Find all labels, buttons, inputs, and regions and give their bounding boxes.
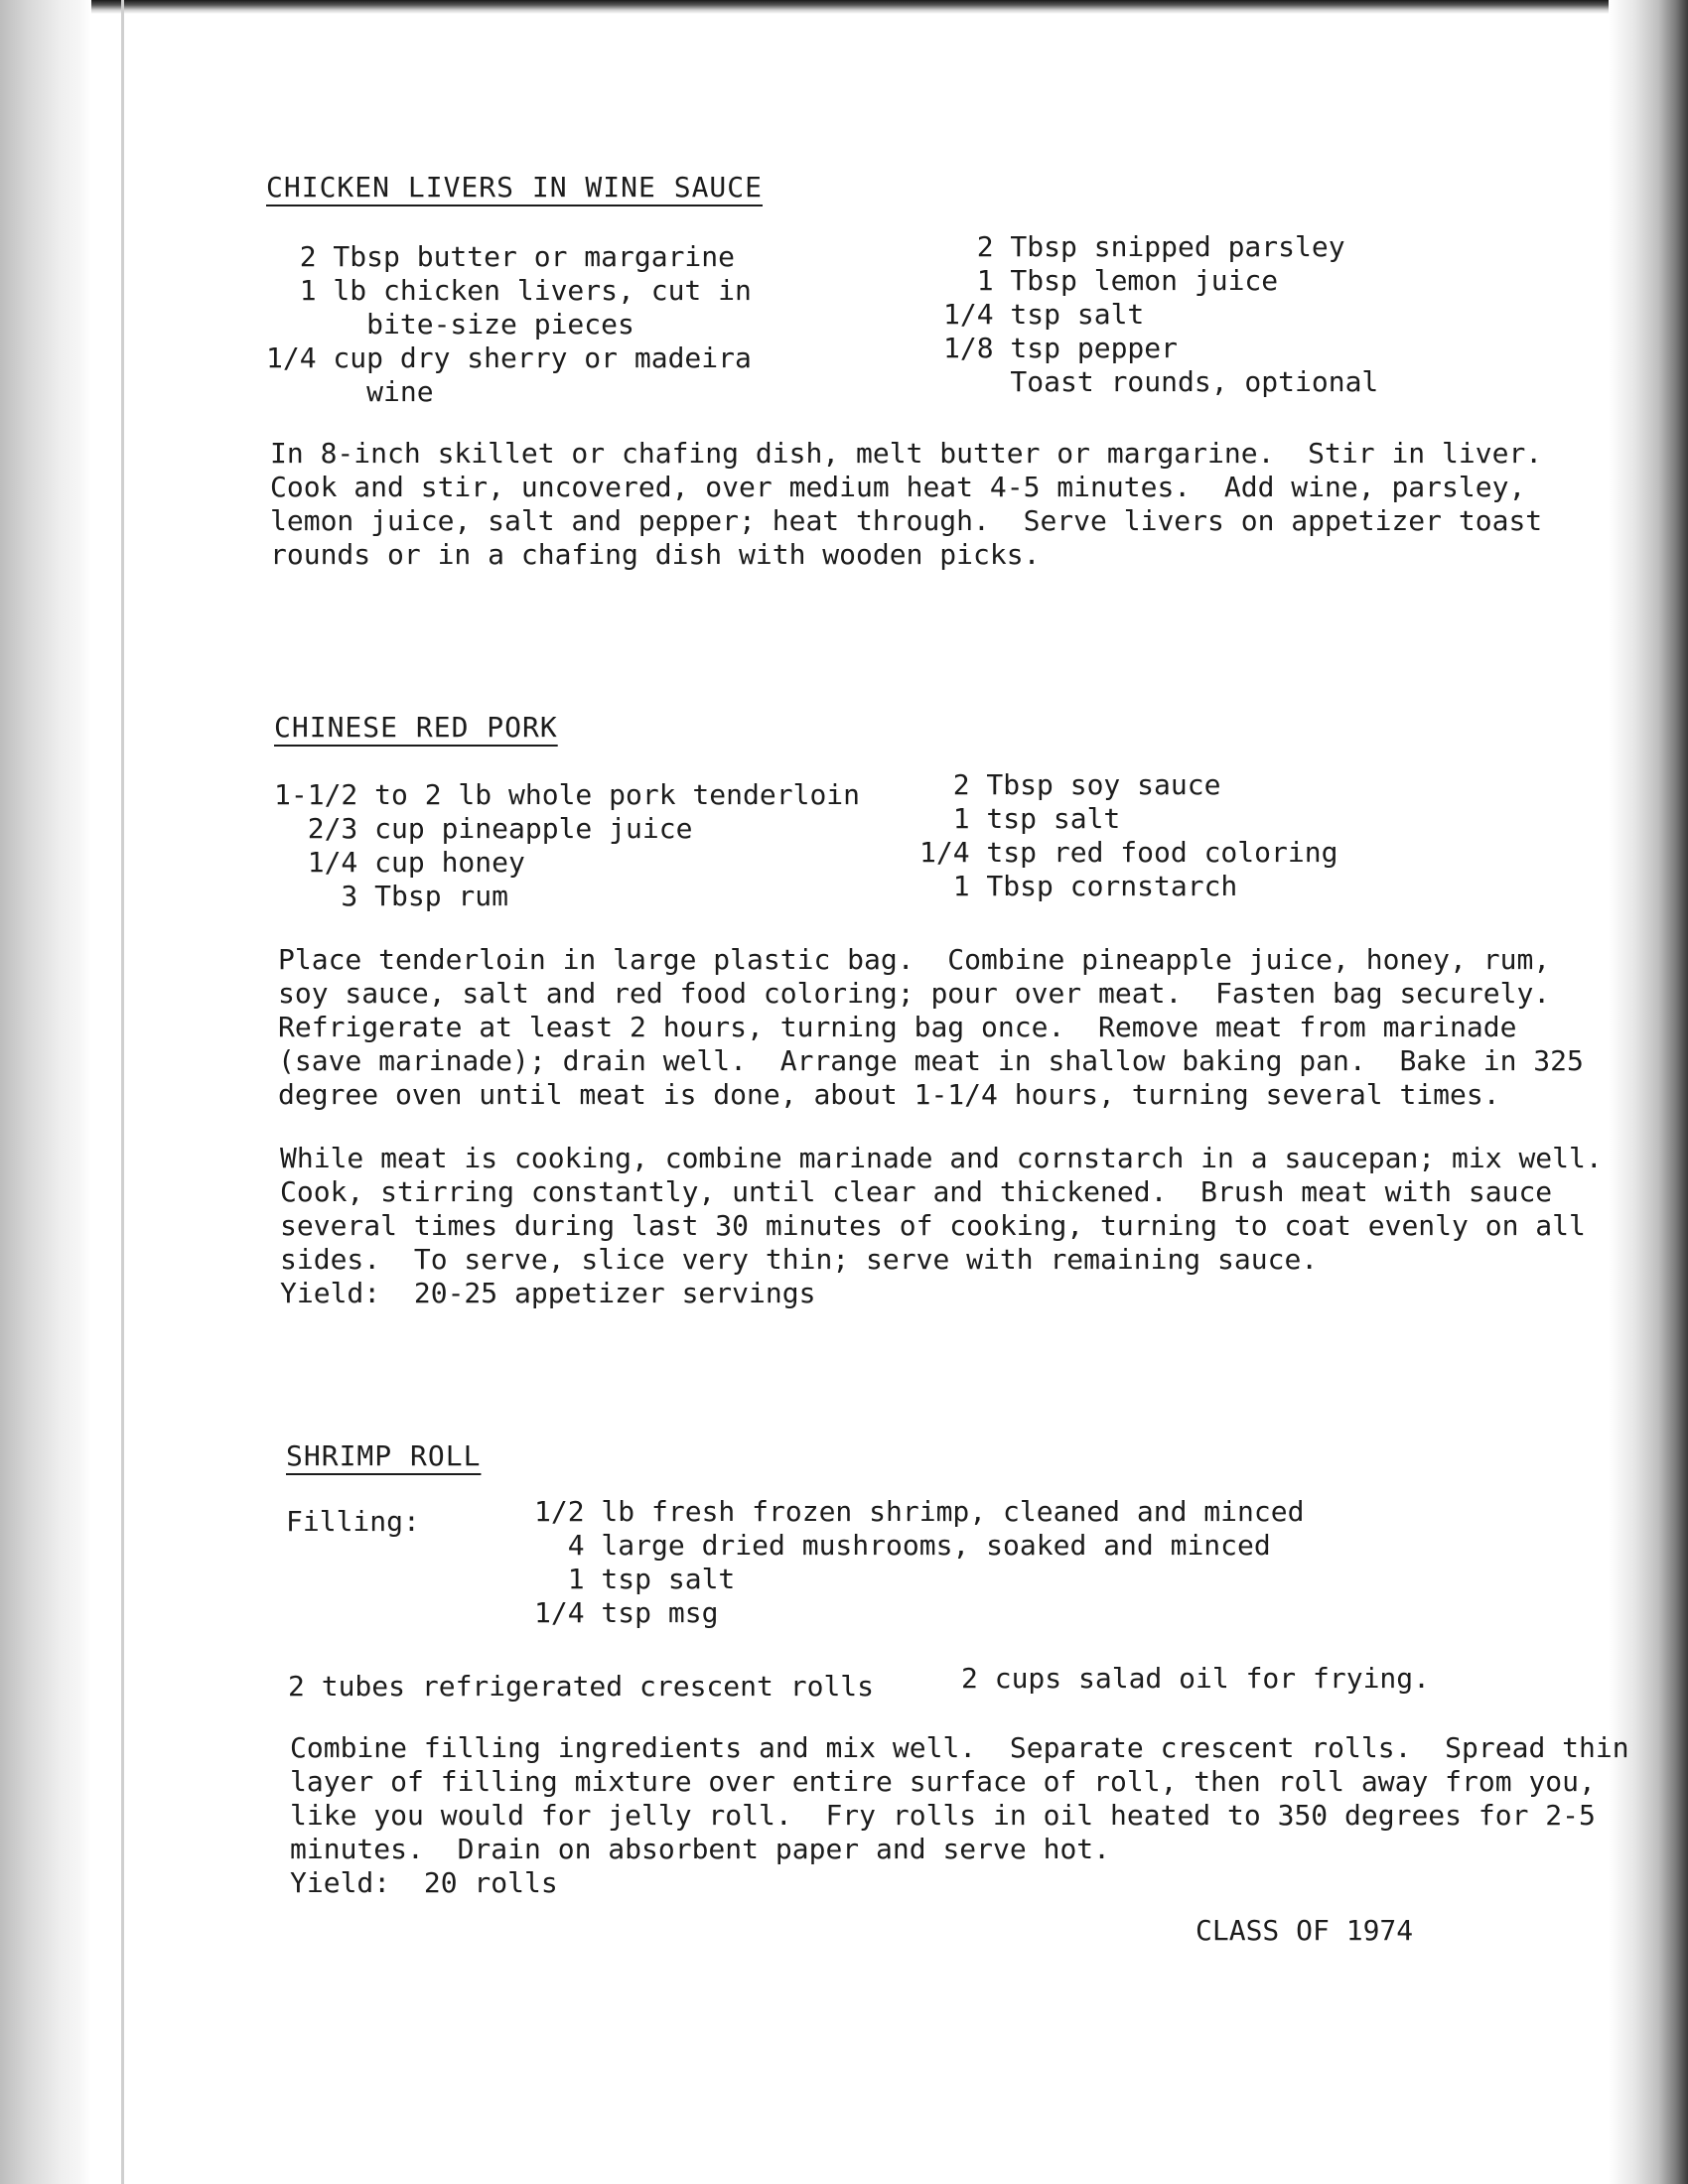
ingredient-line: 4 large dried mushrooms, soaked and minced: [534, 1529, 1271, 1562]
filling-label: Filling:: [286, 1505, 420, 1538]
ingredient-line: 1-1/2 to 2 lb whole pork tenderloin: [274, 778, 861, 811]
recipe-title: CHICKEN LIVERS IN WINE SAUCE: [266, 171, 764, 204]
direction-line: layer of filling mixture over entire surface of roll, then roll away from you,: [290, 1765, 1596, 1798]
ingredient-line: 1 Tbsp cornstarch: [919, 870, 1238, 902]
ingredient-line: 1 lb chicken livers, cut in: [266, 274, 752, 307]
recipe-title: CHINESE RED PORK: [274, 711, 558, 744]
direction-line: minutes. Drain on absorbent paper and serve hot.: [290, 1833, 1111, 1865]
ingredient-line: 1 tsp salt: [919, 802, 1121, 835]
direction-line: lemon juice, salt and pepper; heat through. Serve livers on appetizer toast: [270, 504, 1543, 537]
ingredient-line: 1/4 tsp salt: [943, 298, 1145, 331]
recipe-directions: [290, 1731, 1629, 1900]
recipe-directions: [270, 437, 1542, 572]
recipe-directions-continued: [280, 1142, 1603, 1310]
ingredient-line: 1/4 cup dry sherry or madeira: [266, 341, 752, 374]
ingredient-line: 1/8 tsp pepper: [943, 332, 1179, 364]
direction-line: While meat is cooking, combine marinade and cornstarch in a saucepan; mix well.: [280, 1142, 1603, 1174]
ingredient-line: 2/3 cup pineapple juice: [274, 812, 693, 845]
direction-line: soy sauce, salt and red food coloring; pour over meat. Fasten bag securely.: [278, 977, 1551, 1010]
ingredient-line: 1/4 cup honey: [274, 846, 525, 879]
ingredient-line: 1 tsp salt: [534, 1563, 736, 1595]
direction-line: like you would for jelly roll. Fry rolls in oil heated to 350 degrees for 2-5: [290, 1799, 1596, 1832]
direction-line: Refrigerate at least 2 hours, turning bag once. Remove meat from marinade: [278, 1011, 1517, 1043]
recipe-title: SHRIMP ROLL: [286, 1439, 482, 1472]
ingredient-line: 1 Tbsp lemon juice: [943, 264, 1279, 297]
direction-line: Cook and stir, uncovered, over medium heat 4-5 minutes. Add wine, parsley,: [270, 471, 1526, 503]
direction-line: (save marinade); drain well. Arrange meat in shallow baking pan. Bake in 325: [278, 1044, 1584, 1077]
extra-ingredient: 2 tubes refrigerated crescent rolls: [288, 1670, 875, 1703]
ingredient-line: bite-size pieces: [266, 308, 634, 341]
direction-line: sides. To serve, slice very thin; serve with remaining sauce.: [280, 1243, 1319, 1276]
footer-class-label: CLASS OF 1974: [1196, 1914, 1414, 1947]
ingredient-line: 2 Tbsp soy sauce: [919, 768, 1221, 801]
direction-line: degree oven until meat is done, about 1-1/4 hours, turning several times.: [278, 1078, 1500, 1111]
direction-line: Cook, stirring constantly, until clear and thickened. Brush meat with sauce: [280, 1175, 1553, 1208]
direction-line: rounds or in a chafing dish with wooden picks.: [270, 538, 1041, 571]
direction-line: In 8-inch skillet or chafing dish, melt butter or margarine. Stir in liver.: [270, 437, 1543, 470]
yield-line: Yield: 20-25 appetizer servings: [280, 1277, 816, 1309]
ingredient-line: 1/4 tsp red food coloring: [919, 836, 1338, 869]
direction-line: Combine filling ingredients and mix well. Separate crescent rolls. Spread thin: [290, 1731, 1629, 1764]
yield-line: Yield: 20 rolls: [290, 1866, 558, 1899]
ingredient-line: wine: [266, 375, 434, 408]
extra-ingredient: 2 cups salad oil for frying.: [961, 1662, 1431, 1695]
ingredient-line: 2 Tbsp butter or margarine: [266, 240, 736, 273]
direction-line: several times during last 30 minutes of cooking, turning to coat evenly on all: [280, 1209, 1586, 1242]
ingredient-line: 2 Tbsp snipped parsley: [943, 230, 1345, 263]
ingredient-line: 1/2 lb fresh frozen shrimp, cleaned and minced: [534, 1495, 1305, 1528]
ingredient-line: 1/4 tsp msg: [534, 1596, 719, 1629]
ingredient-line: Toast rounds, optional: [943, 365, 1379, 398]
ingredient-line: 3 Tbsp rum: [274, 880, 509, 912]
recipe-directions: [278, 943, 1584, 1112]
direction-line: Place tenderloin in large plastic bag. Combine pineapple juice, honey, rum,: [278, 943, 1551, 976]
